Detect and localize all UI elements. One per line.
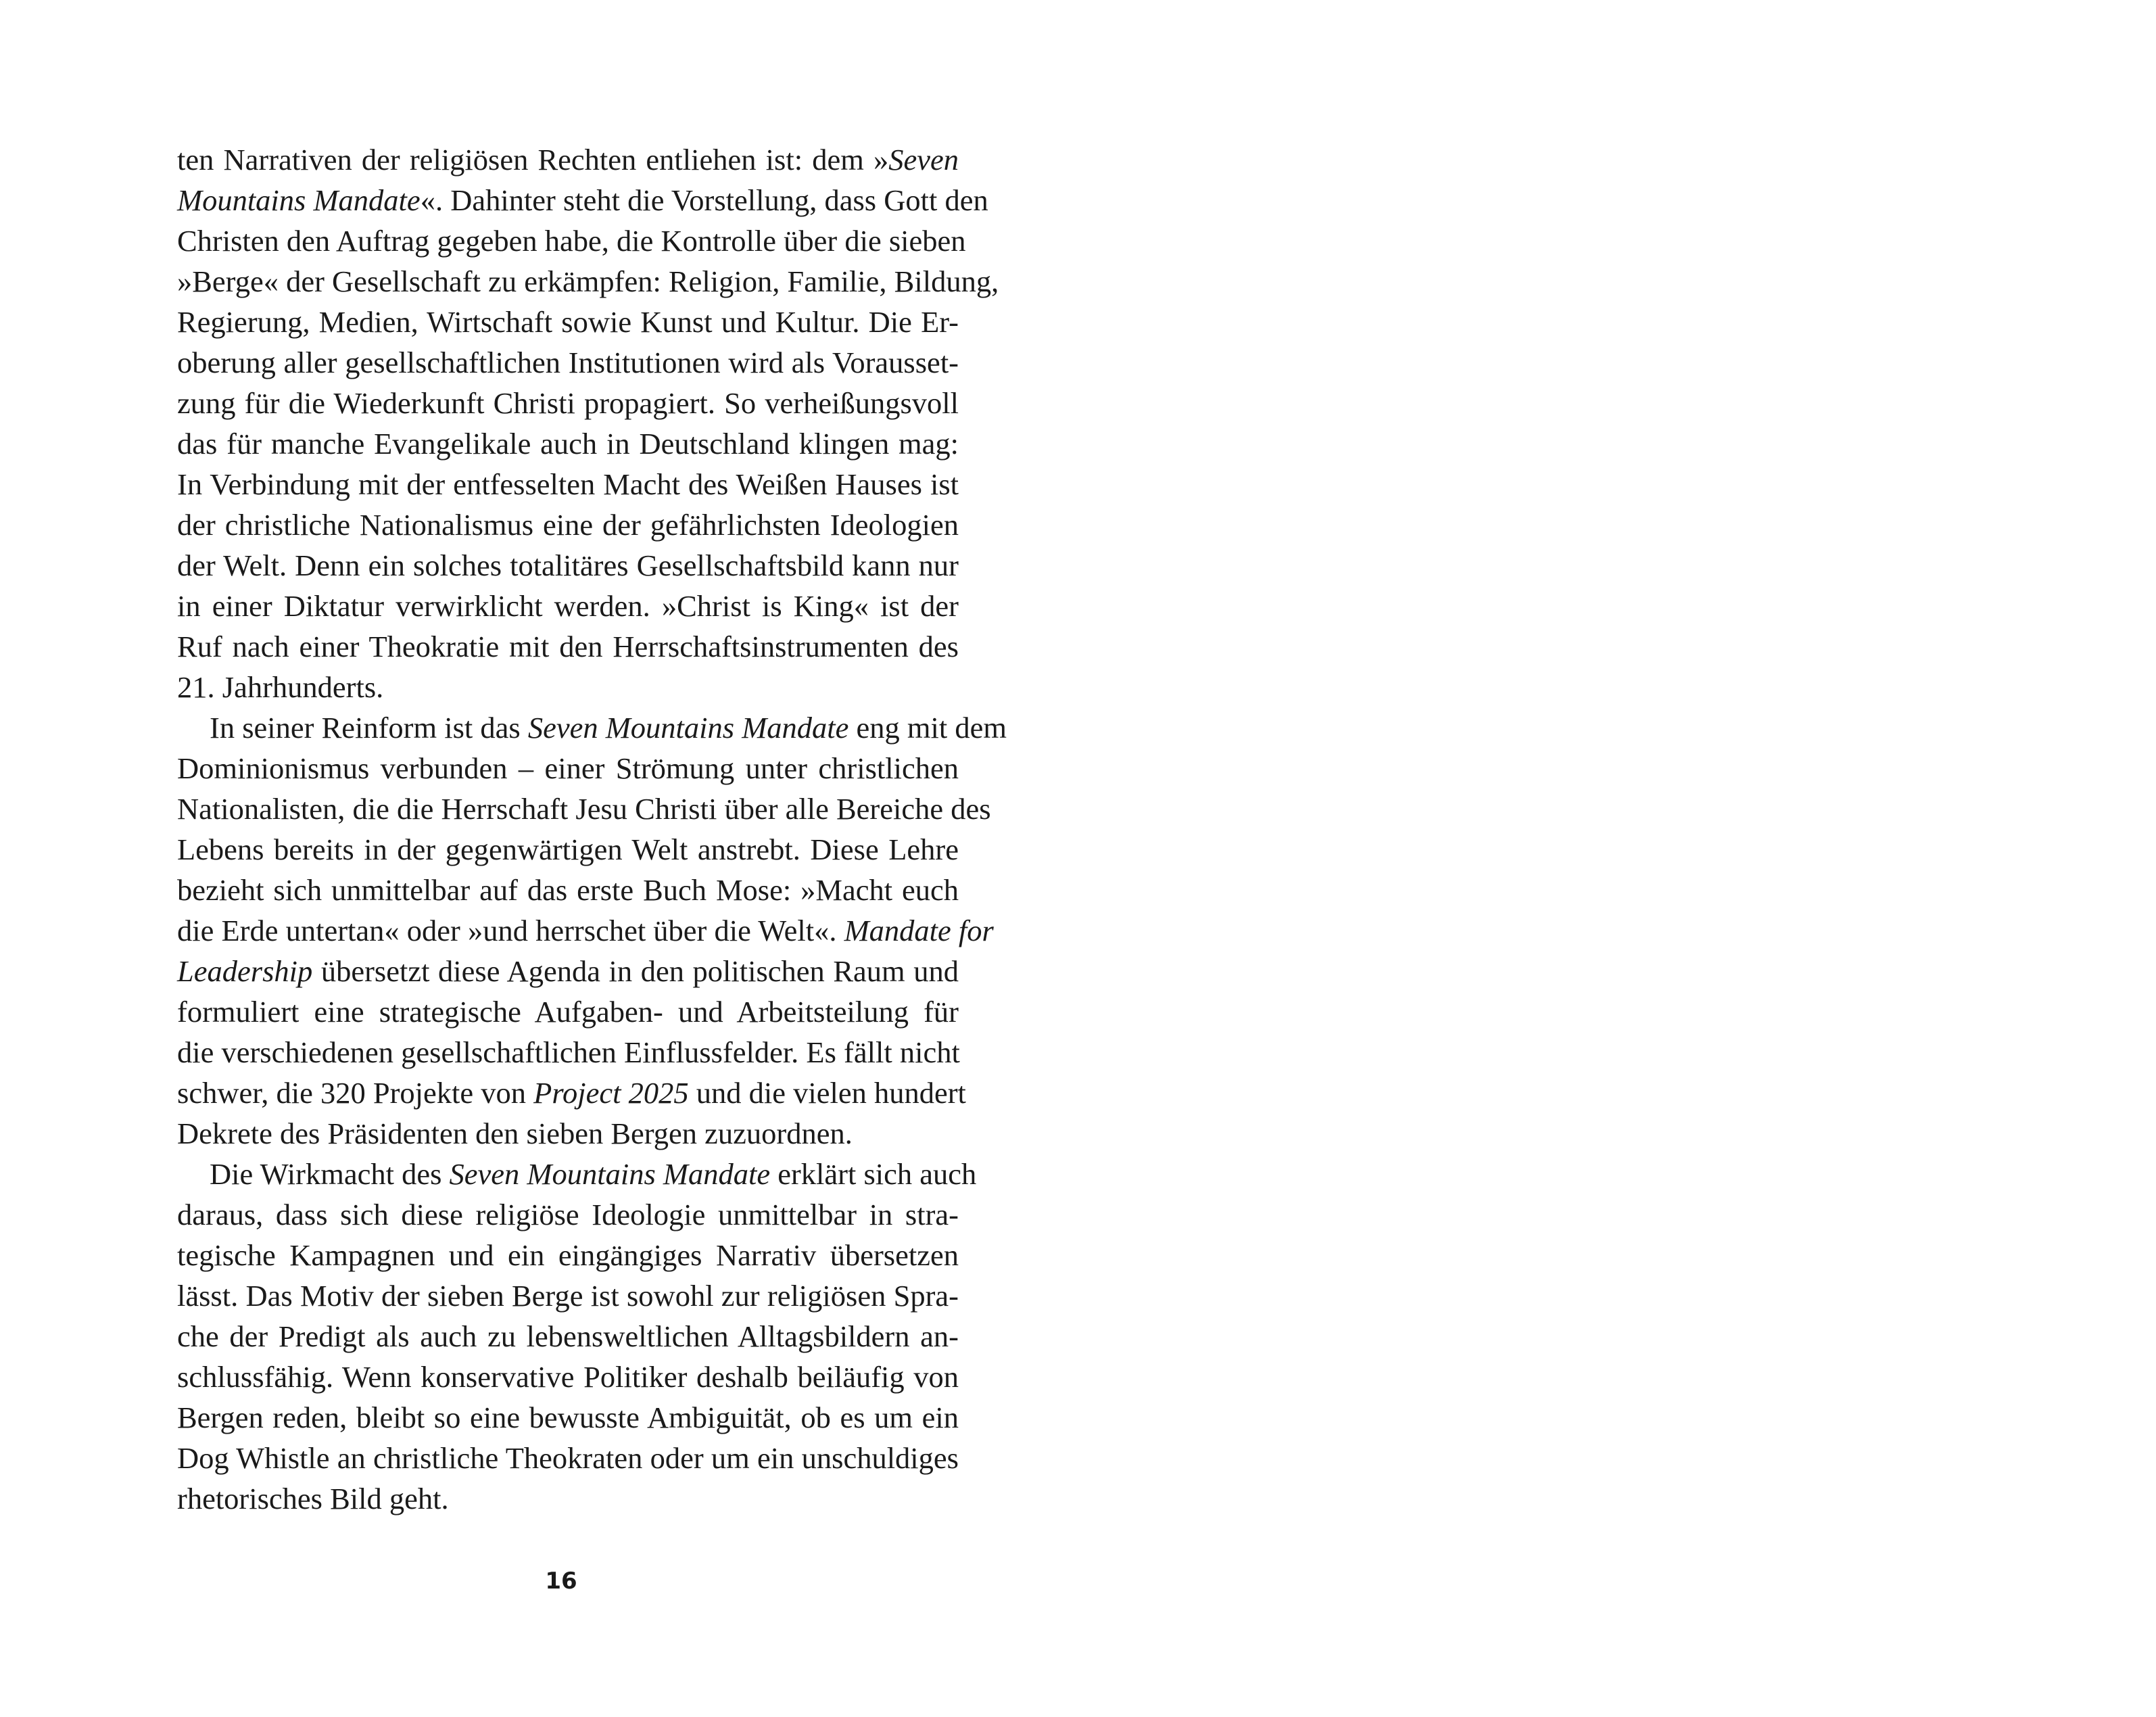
- text-run: Lebens bereits in der gegenwärtigen Welt anstrebt. Diese Lehre: [177, 832, 959, 866]
- italic-text: Leadership: [177, 954, 313, 988]
- text-run: lässt. Das Motiv der sieben Berge ist sowohl zur religiösen Spra-: [177, 1279, 959, 1313]
- text-run: eng mit dem: [848, 711, 1007, 745]
- text-line: [177, 1397, 959, 1438]
- text-run: Dekrete des Präsidenten den sieben Bergen zuzuordnen.: [177, 1116, 853, 1150]
- text-line: [177, 302, 959, 342]
- text-run: bezieht sich unmittelbar auf das erste Buch Mose: »Macht euch: [177, 873, 959, 907]
- text-run: «. Dahinter steht die Vorstellung, dass Gott den: [420, 183, 988, 217]
- text-line: [177, 1154, 977, 1194]
- text-run: oberung aller gesellschaftlichen Institutionen wird als Vorausset-: [177, 346, 959, 379]
- text-line: [177, 1113, 959, 1154]
- text-line: [177, 464, 959, 504]
- text-run: Dominionismus verbunden – einer Strömung unter christlichen: [177, 751, 959, 785]
- text-run: und die vielen hundert: [688, 1076, 966, 1110]
- text-line: [177, 586, 959, 626]
- text-line: [177, 951, 959, 991]
- paragraph: [177, 1154, 977, 1519]
- text-run: zung für die Wiederkunft Christi propagiert. So verheißungsvoll: [177, 386, 959, 420]
- paragraph: [177, 139, 999, 707]
- text-line: [177, 1275, 959, 1316]
- text-run: 21. Jahrhunderts.: [177, 670, 384, 704]
- text-line: [177, 423, 959, 464]
- page-number: 16: [545, 1568, 577, 1595]
- text-run: Die Wirkmacht des: [210, 1157, 450, 1191]
- text-line: [177, 139, 959, 180]
- text-run: das für manche Evangelikale auch in Deutschland klingen mag:: [177, 427, 959, 461]
- text-run: Nationalisten, die die Herrschaft Jesu Christi über alle Bereiche des: [177, 792, 991, 826]
- text-line: [177, 1194, 959, 1235]
- italic-text: Seven Mountains Mandate: [527, 711, 849, 745]
- text-line: [177, 707, 1007, 748]
- text-line: [177, 991, 959, 1032]
- text-run: »Berge« der Gesellschaft zu erkämpfen: Religion, Familie, Bildung,: [177, 264, 999, 298]
- italic-text: Seven: [888, 143, 959, 177]
- text-run: Dog Whistle an christliche Theokraten oder um ein unschuldiges: [177, 1441, 959, 1475]
- text-line: [177, 1438, 959, 1478]
- text-run: rhetorisches Bild geht.: [177, 1482, 449, 1515]
- text-run: in einer Diktatur verwirklicht werden. »Christ is King« ist der: [177, 589, 959, 623]
- text-line: [177, 504, 959, 545]
- text-run: die Erde untertan« oder »und herrschet über die Welt«.: [177, 914, 844, 947]
- text-line: [177, 180, 988, 220]
- text-run: Bergen reden, bleibt so eine bewusste Ambiguität, ob es um ein: [177, 1401, 959, 1434]
- text-line: [177, 1316, 959, 1357]
- text-run: übersetzt diese Agenda in den politischen Raum und: [312, 954, 959, 988]
- text-run: ten Narrativen der religiösen Rechten entliehen ist: dem »: [177, 143, 889, 177]
- text-line: [177, 261, 999, 302]
- text-run: Regierung, Medien, Wirtschaft sowie Kunst und Kultur. Die Er-: [177, 305, 959, 339]
- text-line: [177, 383, 959, 423]
- text-line: [177, 870, 959, 910]
- italic-text: Mountains Mandate: [177, 183, 421, 217]
- text-line: [177, 220, 966, 261]
- text-line: [177, 1357, 959, 1397]
- text-line: [177, 1235, 959, 1275]
- text-line: [177, 789, 991, 829]
- text-line: [177, 626, 959, 667]
- text-run: erklärt sich auch: [770, 1157, 977, 1191]
- text-line: [177, 342, 959, 383]
- text-line: [177, 829, 959, 870]
- paragraph: [177, 707, 1007, 1154]
- text-run: schwer, die 320 Projekte von: [177, 1076, 534, 1110]
- italic-text: Seven Mountains Mandate: [449, 1157, 771, 1191]
- text-run: Ruf nach einer Theokratie mit den Herrschaftsinstrumenten des: [177, 630, 959, 663]
- text-run: der christliche Nationalismus eine der gefährlichsten Ideologien: [177, 508, 959, 542]
- text-run: In Verbindung mit der entfesselten Macht des Weißen Hauses ist: [177, 467, 959, 501]
- text-run: formuliert eine strategische Aufgaben- und Arbeitsteilung für: [177, 995, 959, 1029]
- italic-text: Project 2025: [533, 1076, 689, 1110]
- text-line: [177, 910, 994, 951]
- text-line: [177, 667, 959, 707]
- text-run: schlussfähig. Wenn konservative Politiker deshalb beiläufig von: [177, 1360, 959, 1394]
- body-text: [177, 139, 1007, 1519]
- text-run: die verschiedenen gesellschaftlichen Einflussfelder. Es fällt nicht: [177, 1035, 960, 1069]
- text-line: [177, 1478, 959, 1519]
- text-line: [177, 748, 959, 789]
- text-run: daraus, dass sich diese religiöse Ideologie unmittelbar in stra-: [177, 1198, 959, 1231]
- italic-text: Mandate for: [844, 914, 994, 947]
- text-line: [177, 545, 959, 586]
- text-run: Christen den Auftrag gegeben habe, die Kontrolle über die sieben: [177, 224, 966, 258]
- text-run: tegische Kampagnen und ein eingängiges Narrativ übersetzen: [177, 1238, 959, 1272]
- text-line: [177, 1032, 959, 1073]
- text-run: In seiner Reinform ist das: [210, 711, 528, 745]
- text-run: che der Predigt als auch zu lebensweltlichen Alltagsbildern an-: [177, 1319, 959, 1353]
- text-line: [177, 1073, 966, 1113]
- text-run: der Welt. Denn ein solches totalitäres Gesellschaftsbild kann nur: [177, 548, 959, 582]
